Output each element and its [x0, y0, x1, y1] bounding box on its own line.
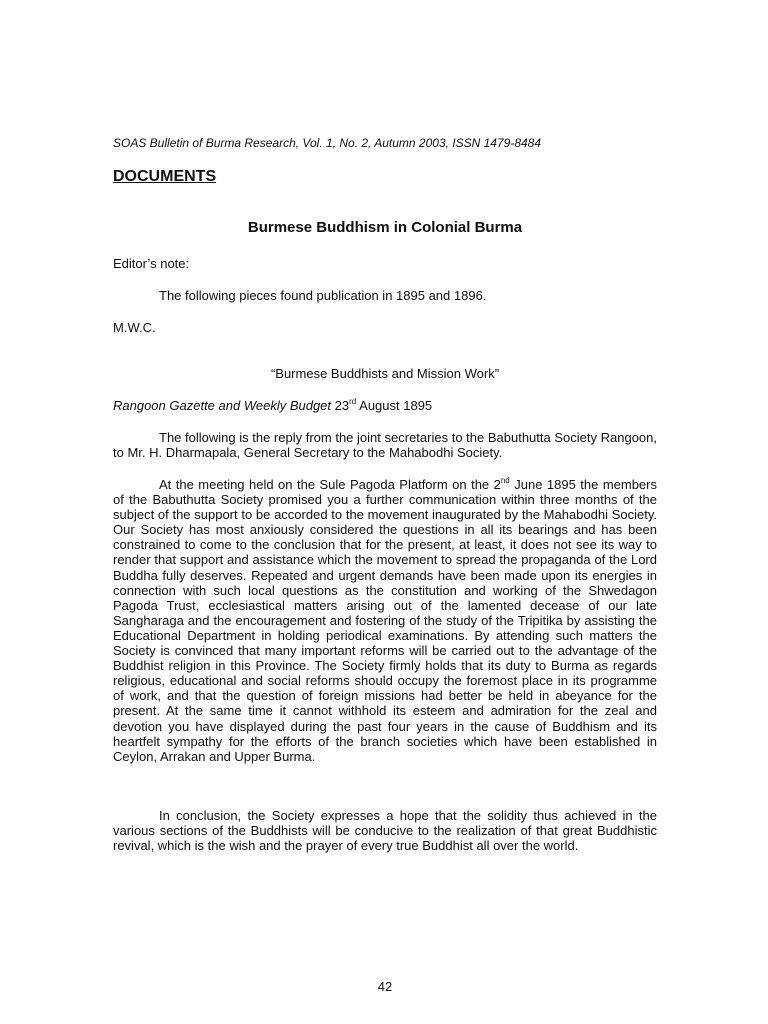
article-title: “Burmese Buddhists and Mission Work”: [270, 366, 500, 381]
editor-initials: M.W.C.: [113, 320, 156, 335]
document-page: [113, 0, 657, 1024]
article-source: [113, 398, 432, 413]
conclusion-paragraph: In conclusion, the Society expresses a hope that the solidity thus achieved in the various sections of the Buddhists will be conducive to the realization of that great Buddhistic revival, which is the wish and the prayer of every true Buddhist all over the world.: [113, 808, 657, 854]
body-date-suffix: nd: [500, 475, 510, 485]
page-number: 42: [377, 979, 393, 994]
editor-note-label: Editor’s note:: [113, 256, 190, 271]
publication-name: Rangoon Gazette and Weekly Budget: [113, 398, 332, 413]
publication-date-rest: August 1895: [359, 398, 433, 413]
body-paragraph-rest: June 1895 the members of the Babuthutta Society promised you a further communication within three months of the subject of the support to be accorded to the movement inaugurated by the Mahabodhi Society. Our Society has most anxiously considered the questions in all its bearings and has been constrained to come to the conclusion that for the present, at least, it does not see its way to render that support and assistance which the movement to spread the propaganda of the Lord Buddha fully deserves. Repeated and urgent demands have been made upon its energies in connection with such local questions as the constitution and working of the Shwedagon Pagoda Trust, ecclesiastical matters arising out of the lamented decease of our late Sangharaga and the encouragement and fostering of the study of the Tripitika by assisting the Educational Department in holding periodical examinations. By attending such matters the Society is convinced that many important reforms will be carried out to the advantage of the Buddhist religion in this Province. The Society firmly holds that its duty to Burma as regards religious, educational and social reforms should occupy the foremost place in its programme of work, and that the question of foreign missions had better be held in abeyance for the present. At the same time it cannot withhold its esteem and admiration for the zeal and devotion you have displayed during the past four years in the cause of Buddhism and its heartfelt sympathy for the efforts of the branch societies which have been established in Ceylon, Arrakan and Upper Burma.: [113, 477, 657, 764]
intro-paragraph: The following is the reply from the joint secretaries to the Babuthutta Society Rangoon, to Mr. H. Dharmapala, General Secretary to the Mahabodhi Society.: [113, 430, 657, 461]
document-title: Burmese Buddhism in Colonial Burma: [247, 219, 523, 236]
body-paragraph: [113, 477, 657, 764]
section-heading: DOCUMENTS: [113, 168, 217, 185]
publication-date-day: 23: [334, 398, 350, 413]
journal-citation: SOAS Bulletin of Burma Research, Vol. 1, No. 2, Autumn 2003, ISSN 1479-8484: [113, 136, 542, 150]
publication-date-suffix: rd: [349, 396, 357, 406]
editor-note-text: The following pieces found publication in 1895 and 1896.: [159, 288, 487, 303]
body-paragraph-start: At the meeting held on the Sule Pagoda Platform on the 2: [159, 477, 501, 492]
